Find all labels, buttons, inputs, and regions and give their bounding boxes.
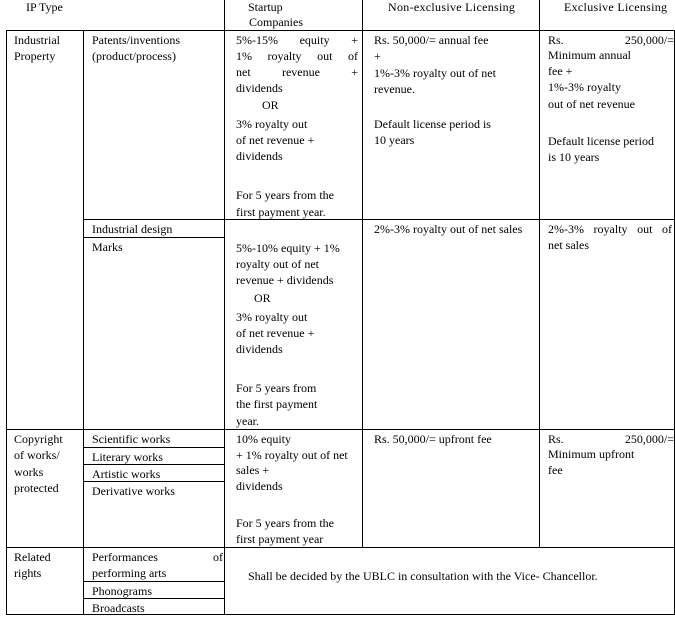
startup-patents-line: 3% royalty out xyxy=(236,117,308,131)
item-scientific-works: Scientific works xyxy=(92,432,171,446)
item-industrial-design: Industrial design xyxy=(92,222,173,236)
category-copyright-line: protected xyxy=(14,481,59,495)
category-copyright-line: of works/ xyxy=(14,448,60,462)
startup-patents-line: dividends xyxy=(236,81,283,95)
item-broadcasts: Broadcasts xyxy=(92,601,145,615)
text-token: 2%-3% xyxy=(548,222,584,236)
row-divider xyxy=(83,447,224,448)
startup-copyright-line: 10% equity xyxy=(236,432,291,446)
text-token: of xyxy=(661,222,672,236)
nonexcl-patents-line: Rs. 50,000/= annual fee xyxy=(374,33,489,47)
startup-marks-line: of net revenue + xyxy=(236,326,315,340)
row-divider xyxy=(83,581,224,582)
related-decision: Shall be decided by the UBLC in consultation with the Vice- Chancellor. xyxy=(248,569,598,583)
text-token: out xyxy=(317,49,333,63)
startup-patents-or: OR xyxy=(262,98,279,112)
text-token: revenue xyxy=(281,65,320,79)
text-token: 1% xyxy=(236,49,252,63)
startup-patents-line xyxy=(236,48,358,64)
text-token: of xyxy=(213,550,223,564)
startup-patents-line: dividends xyxy=(236,149,283,163)
item-patents-line2: (product/process) xyxy=(92,49,176,63)
text-token: Rs. xyxy=(548,33,564,47)
startup-marks-line: For 5 years from xyxy=(236,381,317,395)
text-token: + xyxy=(351,33,358,47)
excl-design-line: net sales xyxy=(548,238,589,252)
startup-copyright-line: first payment year xyxy=(236,532,324,546)
startup-marks-line: year. xyxy=(236,414,259,428)
startup-marks-line: revenue + dividends xyxy=(236,273,334,287)
startup-marks-or: OR xyxy=(254,291,271,305)
text-token: royalty xyxy=(593,222,628,236)
category-copyright-line: works xyxy=(14,465,44,479)
header-non-exclusive: Non-exclusive Licensing xyxy=(388,0,516,14)
item-derivative-works: Derivative works xyxy=(92,484,175,498)
text-token: 5%-15% xyxy=(236,33,278,47)
excl-copyright-line xyxy=(548,431,674,447)
startup-marks-line: dividends xyxy=(236,342,283,356)
excl-patents-line: Default license period xyxy=(548,134,654,148)
column-divider xyxy=(362,0,363,548)
startup-patents-line: of net revenue + xyxy=(236,133,315,147)
text-token: Performances xyxy=(92,550,158,564)
startup-patents-line xyxy=(236,64,358,80)
category-industrial-line2: Property xyxy=(14,49,56,63)
startup-marks-line: 3% royalty out xyxy=(236,310,308,324)
startup-marks-line: 5%-10% equity + 1% xyxy=(236,241,340,255)
text-token: out xyxy=(637,222,653,236)
nonexcl-patents-line: 10 years xyxy=(374,133,415,147)
header-startup-line2: Companies xyxy=(249,15,303,29)
item-artistic-works: Artistic works xyxy=(92,467,161,481)
category-related-line: rights xyxy=(14,566,42,580)
text-token: net xyxy=(236,65,251,79)
item-marks: Marks xyxy=(92,240,123,254)
excl-patents-line: is 10 years xyxy=(548,150,600,164)
item-patents-line1: Patents/inventions xyxy=(92,33,180,47)
excl-patents-line: Minimum annual xyxy=(548,48,631,62)
text-token: 250,000/= xyxy=(624,432,674,446)
startup-copyright-line: sales + xyxy=(236,463,270,477)
startup-copyright-line: dividends xyxy=(236,479,283,493)
category-related-line: Related xyxy=(14,550,51,564)
startup-marks-line: royalty out of net xyxy=(236,257,319,271)
excl-patents-line: 1%-3% royalty xyxy=(548,80,621,94)
row-divider xyxy=(6,429,675,430)
startup-patents-line xyxy=(236,32,358,48)
nonexcl-patents-line: + xyxy=(374,49,381,63)
item-phonograms: Phonograms xyxy=(92,584,152,598)
text-token: + xyxy=(351,65,358,79)
row-divider xyxy=(6,547,675,548)
column-divider xyxy=(83,30,84,615)
startup-marks-line: the first payment xyxy=(236,397,318,411)
nonexcl-patents-line: Default license period is xyxy=(374,117,491,131)
header-ip-type: IP Type xyxy=(26,0,63,14)
column-divider xyxy=(6,30,7,615)
excl-copyright-line: fee xyxy=(548,463,563,477)
text-token: 250,000/= xyxy=(624,33,674,47)
startup-copyright-line: For 5 years from the xyxy=(236,516,334,530)
nonexcl-patents-line: 1%-3% royalty out of net xyxy=(374,66,496,80)
excl-patents-line: out of net revenue xyxy=(548,97,635,111)
category-industrial-line1: Industrial xyxy=(14,33,60,47)
startup-copyright-line: + 1% royalty out of net xyxy=(236,448,348,462)
item-literary-works: Literary works xyxy=(92,450,163,464)
nonexcl-patents-line: revenue. xyxy=(374,82,415,96)
column-divider xyxy=(539,0,540,548)
text-token: Rs. xyxy=(548,432,564,446)
excl-copyright-line: Minimum upfront xyxy=(548,447,635,461)
nonexcl-design: 2%-3% royalty out of net sales xyxy=(374,222,523,236)
header-startup-line1: Startup xyxy=(248,0,283,14)
excl-patents-line: fee + xyxy=(548,64,573,78)
row-divider xyxy=(6,30,675,31)
nonexcl-copyright: Rs. 50,000/= upfront fee xyxy=(374,432,492,446)
item-performances-line: performing arts xyxy=(92,566,167,580)
category-copyright-line: Copyright xyxy=(14,432,63,446)
row-divider xyxy=(83,237,224,238)
text-token: of xyxy=(347,49,358,63)
excl-design-line xyxy=(548,221,672,237)
excl-patents-line xyxy=(548,32,674,48)
startup-patents-line: first payment year. xyxy=(236,205,326,219)
startup-patents-line: For 5 years from the xyxy=(236,188,334,202)
row-divider xyxy=(83,219,675,220)
column-divider xyxy=(224,0,225,615)
text-token: equity xyxy=(299,33,330,47)
text-token: royalty xyxy=(267,49,302,63)
header-exclusive: Exclusive Licensing xyxy=(564,0,668,14)
item-performances-line xyxy=(92,549,223,565)
